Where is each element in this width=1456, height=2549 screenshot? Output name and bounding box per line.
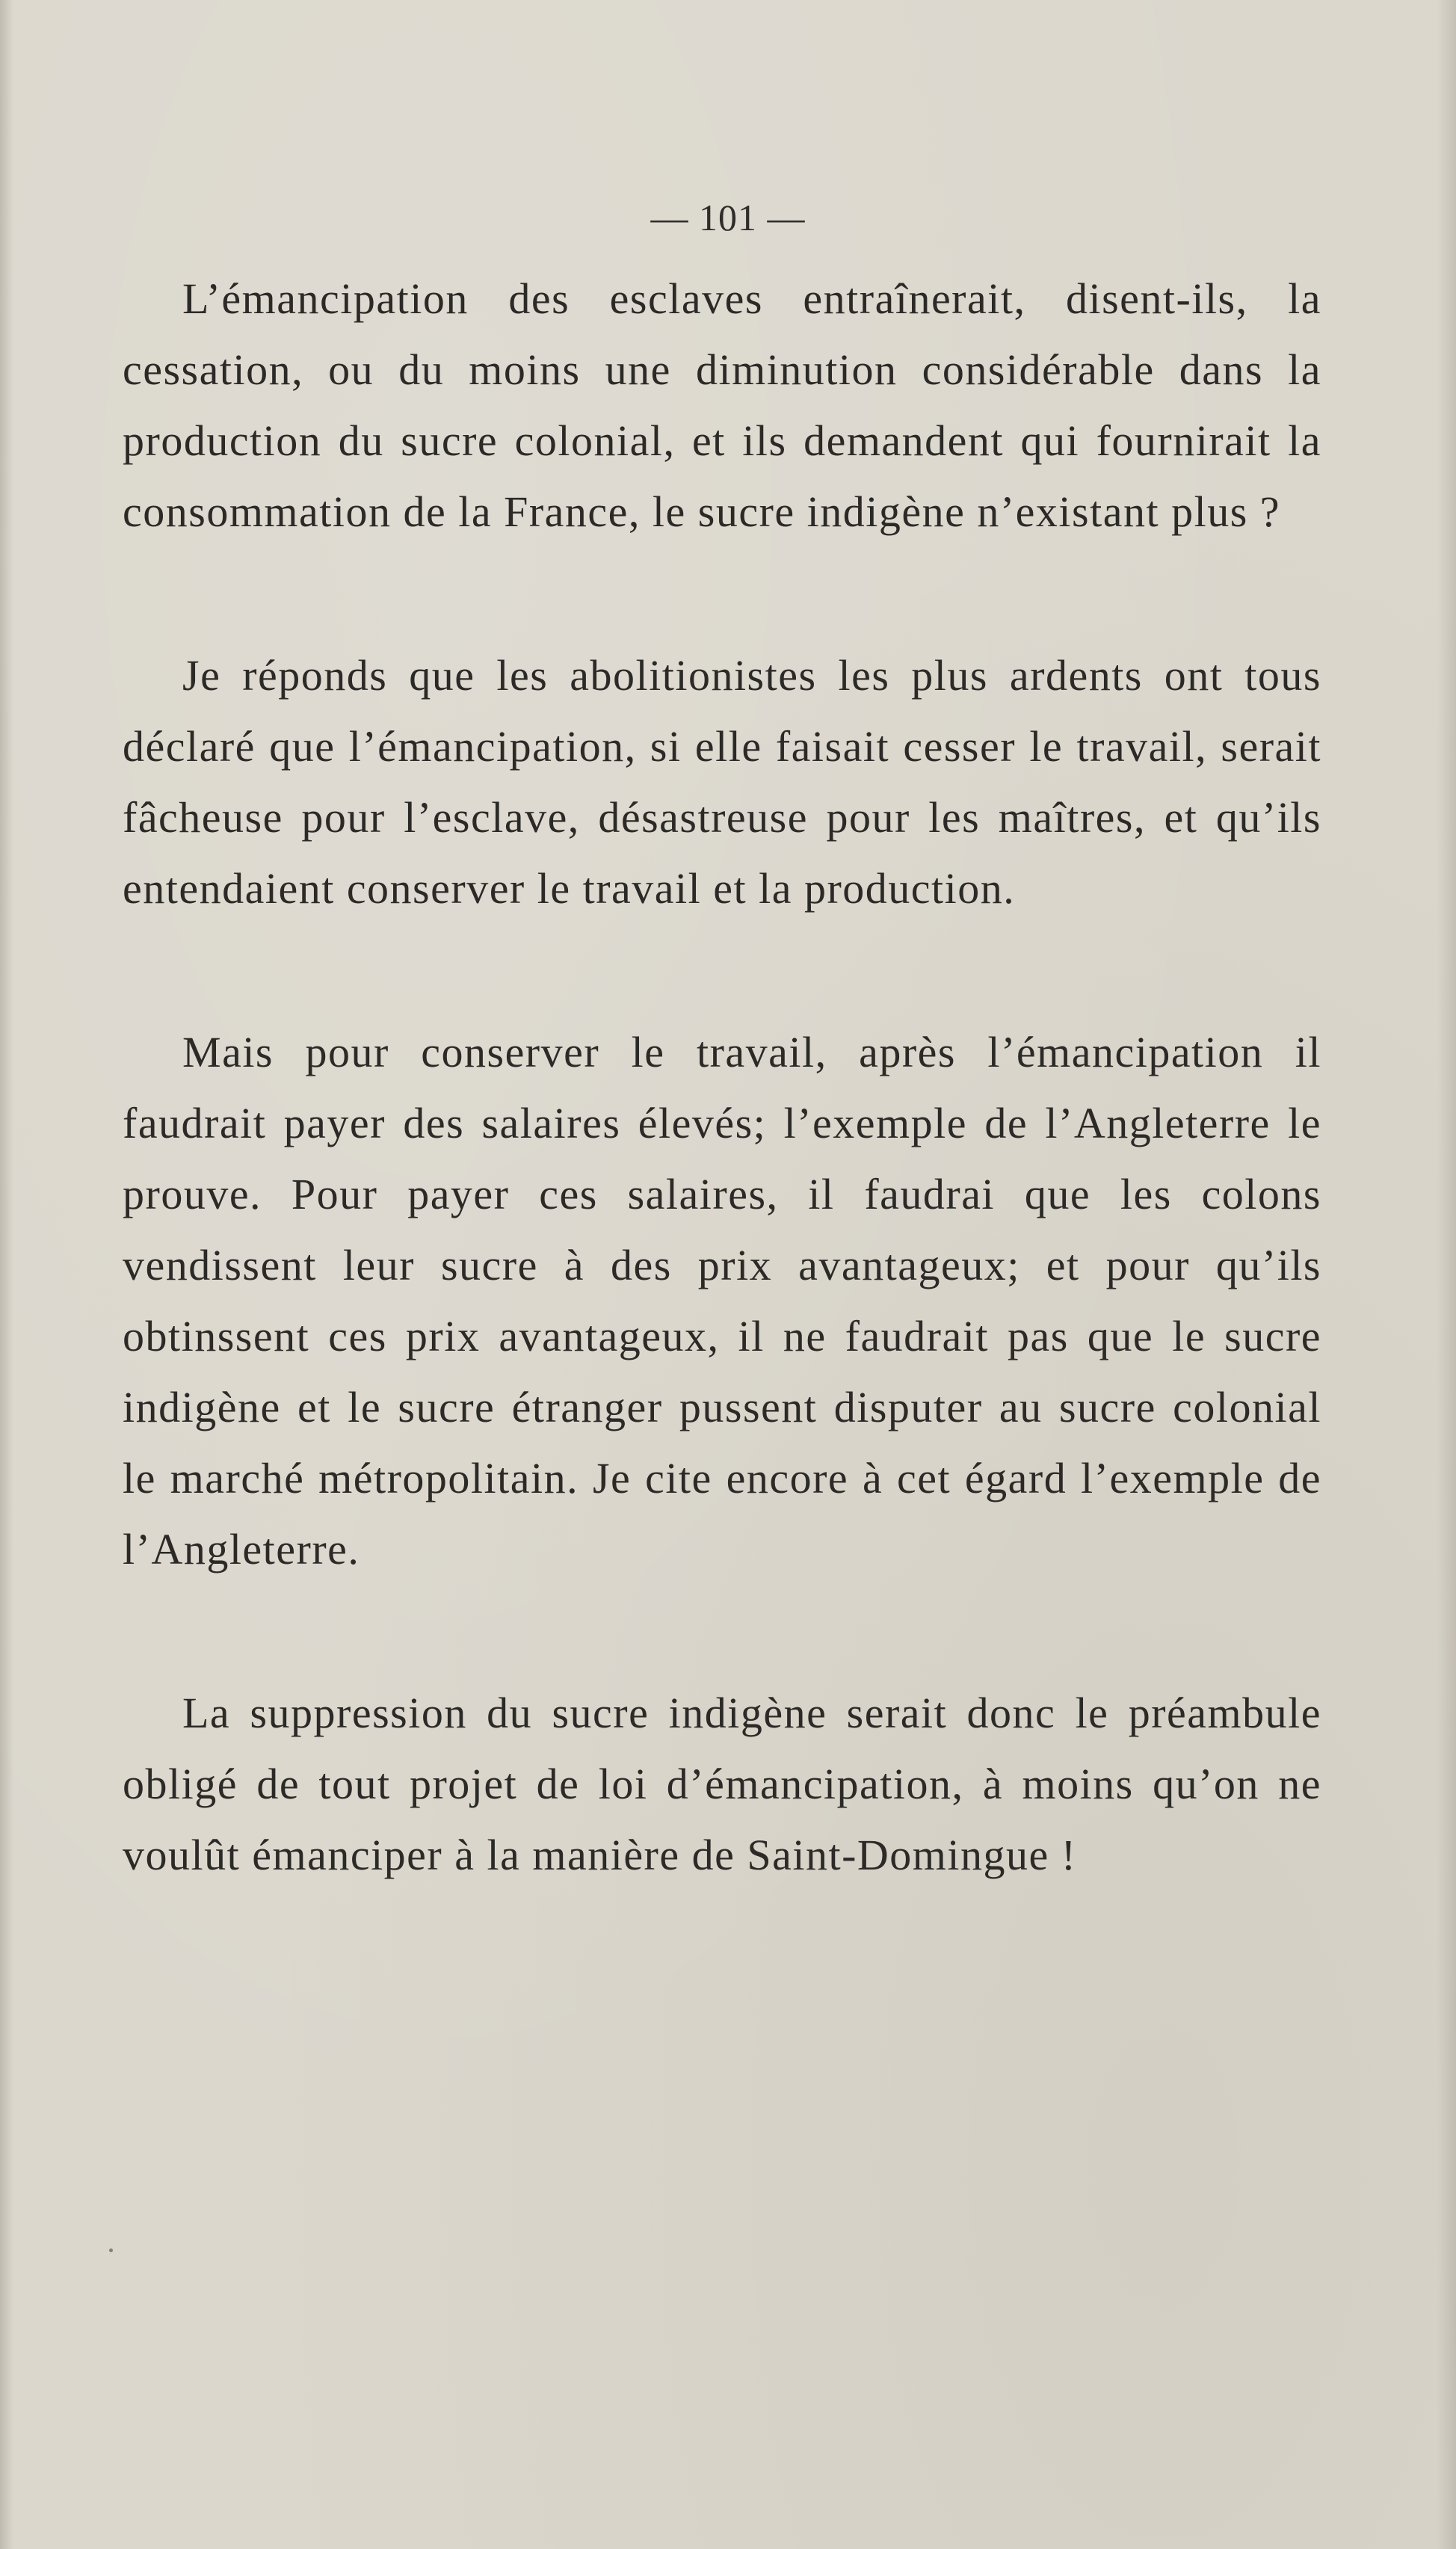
paragraph-1: L’émancipation des esclaves entraînerait, disent-ils, la cessation, ou du moins une diminution considérable dans la production du sucre colonial, et ils demandent qui fournirait la consommation de la France, le sucre indigène n’existant plus ? [123, 274, 1321, 536]
body-text [123, 263, 1321, 1890]
page-right-edge-shadow [1437, 0, 1456, 2549]
paper-speck [109, 2249, 113, 2252]
page-left-edge-shadow [0, 0, 13, 2549]
paragraph-2: Je réponds que les abolitionistes les plus ardents ont tous déclaré que l’émancipation, si elle faisait cesser le travail, serait fâcheuse pour l’esclave, désastreuse pour les maîtres, et qu’ils entendaient conserver le travail et la production. [123, 651, 1321, 913]
paragraph-4: La suppression du sucre indigène serait donc le préambule obligé de tout projet de loi d’émancipation, à moins qu’on ne voulût émanciper à la manière de Saint-Domingue ! [123, 1689, 1321, 1879]
page-number: — 101 — [650, 197, 806, 238]
paragraph-3: Mais pour conserver le travail, après l’émancipation il faudrait payer des salaires élevés; l’exemple de l’Angleterre le prouve. Pour payer ces salaires, il faudrai que les colons vendissent leur sucre à des prix avantageux; et pour qu’ils obtinssent ces prix avantageux, il ne faudrait pas que le sucre indigène et le sucre étranger pussent disputer au sucre colonial le marché métropolitain. Je cite encore à cet égard l’exemple de l’Angleterre. [123, 1028, 1321, 1574]
